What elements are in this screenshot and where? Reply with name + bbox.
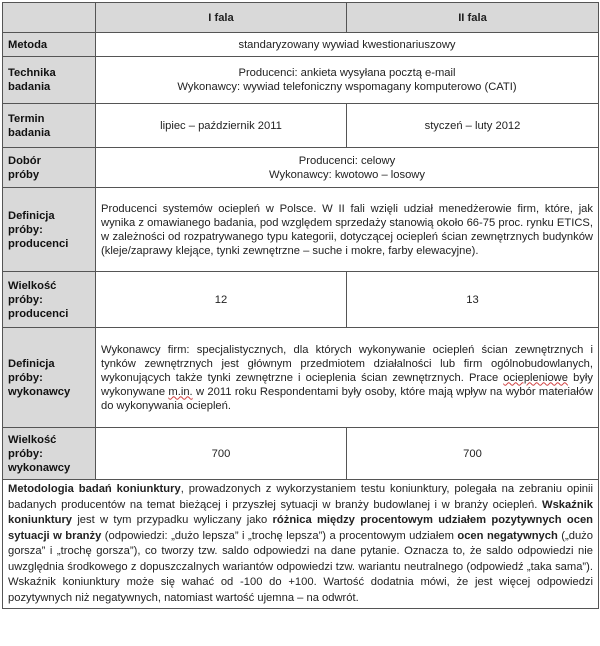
defwyk-text-e: w 2011 roku Respondentami były osoby, które mają wpływ na wybór materiałów do wykonywania ociepleń. xyxy=(101,385,593,412)
methodology-table xyxy=(2,2,599,609)
label-wprod-line3: producenci xyxy=(8,307,69,320)
header-row xyxy=(3,3,599,33)
wielkosc-wykonawcy-wave-2: 700 xyxy=(347,428,599,480)
row-footer xyxy=(3,480,599,609)
label-definicja-wykonawcy xyxy=(3,328,96,428)
label-defwyk-line2: próby: xyxy=(8,371,43,384)
header-corner-cell xyxy=(3,3,96,33)
row-definicja-wykonawcy xyxy=(3,328,599,428)
wielkosc-wykonawcy-wave-1: 700 xyxy=(96,428,347,480)
label-metoda: Metoda xyxy=(3,33,96,57)
footer-bold-1: Metodologia badań koniunktury xyxy=(8,483,181,495)
label-dobor-line2: próby xyxy=(8,168,40,181)
footer-methodology-text xyxy=(3,480,599,609)
value-definicja-wykonawcy xyxy=(96,328,599,428)
footer-text-4: („dużo gorsza” i „trochę gorsza”), co tworzy tzw. saldo odpowiedzi na dane pytanie. Oznacza to, że saldo odpowiedzi nie uwzględnia środkowego z dopuszczalnych wariantów odpowiedzi tzw. wariantu neutralnego (odpowiedź „taka sama”). Wskaźnik koniunktury może się wahać od -100 do +100. Wartość dodatnia mówi, że jest więcej odpowiedzi pozytywnych niż negatywnych, natomiast wartość ujemna – na odwrót. xyxy=(8,529,593,604)
termin-wave-2: styczeń – luty 2012 xyxy=(347,104,599,148)
row-termin xyxy=(3,104,599,148)
label-dobor-line1: Dobór xyxy=(8,154,41,167)
label-wwyk-line2: próby: xyxy=(8,447,43,460)
value-definicja-producenci: Producenci systemów ociepleń w Polsce. W II fali wzięli udział menedżerowie firm, które, jak wynika z omawianego badania, pod względem sprzedaży stanowią około 66-75 proc. rynku ETICS, w zależności od rozpatrywanego typu kategorii, dotyczącej ociepleń ścian zewnętrznych budynków (kleje/zaprawy klejące, tynki zewnętrzne – suche i mokre, farby elewacyjne). xyxy=(96,188,599,272)
label-wprod-line2: próby: xyxy=(8,293,43,306)
label-technika-line1: Technika xyxy=(8,67,56,79)
label-defprod-line1: Definicja xyxy=(8,209,55,222)
value-metoda: standaryzowany wywiad kwestionariuszowy xyxy=(96,33,599,57)
header-wave-1: I fala xyxy=(96,3,347,33)
label-wielkosc-wykonawcy xyxy=(3,428,96,480)
technika-wykonawcy: Wykonawcy: wywiad telefoniczny wspomagany komputerowo (CATI) xyxy=(177,81,517,93)
defwyk-spellcheck-word: ociepleniowe xyxy=(503,371,568,384)
label-technika xyxy=(3,57,96,104)
value-technika xyxy=(96,57,599,104)
footer-text-1: , prowadzonych z wykorzystaniem testu koniunktury, polegała na zebraniu opinii badanych producentów na temat bieżącej i przyszłej sytuacji w branży budowlanej i w branży ociepleń. xyxy=(8,483,593,511)
row-dobor xyxy=(3,148,599,188)
row-wielkosc-producenci xyxy=(3,272,599,328)
label-wprod-line1: Wielkość xyxy=(8,279,57,292)
wielkosc-producenci-wave-2: 13 xyxy=(347,272,599,328)
footer-bold-2: Wskaźnik koniunktury xyxy=(8,498,593,526)
label-technika-line2: badania xyxy=(8,81,51,93)
footer-bold-3: różnica między procentowym udziałem pozytywnych ocen sytuacji w branży xyxy=(8,514,593,542)
label-wielkosc-producenci xyxy=(3,272,96,328)
label-termin-line1: Termin xyxy=(8,112,45,125)
termin-wave-1: lipiec – październik 2011 xyxy=(96,104,347,148)
label-defwyk-line1: Definicja xyxy=(8,357,55,370)
row-metoda xyxy=(3,33,599,57)
defwyk-text-a: Wykonawcy firm: specjalistycznych, dla których wykonywanie ociepleń ścian zewnętrznych i tynków zewnętrznych jest głównym przedmiotem działalności lub firm ogólnobudowlanych, wykonujących także tynki zewnętrzne i ocieplenia ścian zewnętrznych. Prace xyxy=(101,343,593,384)
value-dobor xyxy=(96,148,599,188)
label-wwyk-line1: Wielkość xyxy=(8,433,57,446)
row-wielkosc-wykonawcy xyxy=(3,428,599,480)
defwyk-text-c: były wykonywane xyxy=(101,371,593,398)
dobor-wykonawcy: Wykonawcy: kwotowo – losowy xyxy=(269,168,425,181)
label-wwyk-line3: wykonawcy xyxy=(8,461,71,474)
label-dobor xyxy=(3,148,96,188)
defwyk-spellcheck-abbrev: m.in. xyxy=(168,385,193,398)
row-definicja-producenci xyxy=(3,188,599,272)
dobor-producenci: Producenci: celowy xyxy=(298,154,396,167)
technika-producenci: Producenci: ankieta wysyłana pocztą e-mail xyxy=(238,67,456,79)
label-defprod-line2: próby: xyxy=(8,223,43,236)
row-technika xyxy=(3,57,599,104)
label-definicja-producenci xyxy=(3,188,96,272)
label-termin-line2: badania xyxy=(8,126,51,139)
footer-text-3: (odpowiedzi: „dużo lepsza” i „trochę lepsza”) a procentowym udziałem xyxy=(101,529,458,542)
label-termin xyxy=(3,104,96,148)
footer-bold-4: ocen negatywnych xyxy=(457,529,558,542)
label-defprod-line3: producenci xyxy=(8,237,69,250)
label-defwyk-line3: wykonawcy xyxy=(8,385,71,398)
footer-text-2: jest w tym przypadku wyliczany jako xyxy=(72,514,273,526)
wielkosc-producenci-wave-1: 12 xyxy=(96,272,347,328)
header-wave-2: II fala xyxy=(347,3,599,33)
